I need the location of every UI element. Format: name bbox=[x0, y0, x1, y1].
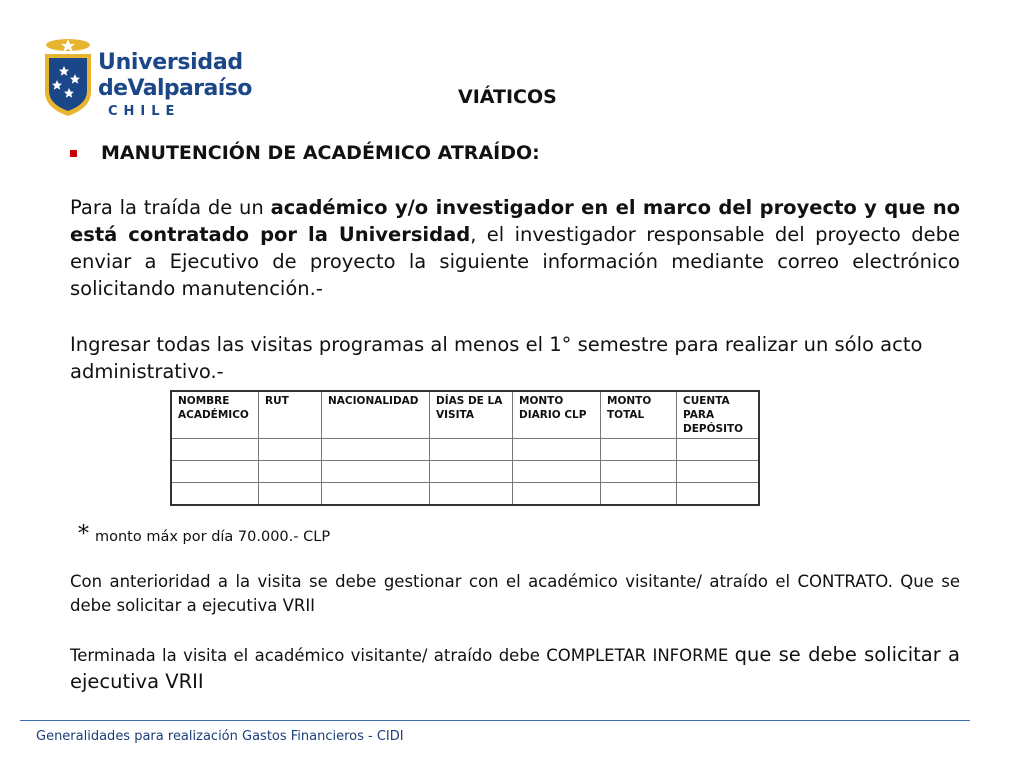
university-logo bbox=[42, 36, 252, 128]
header-rut: RUT bbox=[259, 391, 322, 439]
table-cell bbox=[677, 461, 760, 483]
max-amount-note bbox=[78, 522, 330, 547]
table-cell bbox=[322, 461, 430, 483]
section-heading-text: MANUTENCIÓN DE ACADÉMICO ATRAÍDO: bbox=[101, 142, 540, 164]
table-cell bbox=[259, 483, 322, 506]
table-cell bbox=[259, 461, 322, 483]
table-cell bbox=[513, 439, 601, 461]
table-cell bbox=[430, 483, 513, 506]
header-monto-diario: MONTO DIARIO CLP bbox=[513, 391, 601, 439]
star-shield-icon bbox=[42, 36, 94, 118]
table-cell bbox=[601, 483, 677, 506]
note-text: monto máx por día 70.000.- CLP bbox=[95, 529, 331, 545]
table-cell bbox=[171, 461, 259, 483]
table-cell bbox=[430, 461, 513, 483]
header-nacionalidad: NACIONALIDAD bbox=[322, 391, 430, 439]
header-monto-total: MONTO TOTAL bbox=[601, 391, 677, 439]
logo-wordmark bbox=[98, 50, 252, 119]
asterisk-mark: * bbox=[78, 522, 89, 547]
para4-text-b: que se debe solicitar a ejecutiva VRII bbox=[70, 643, 961, 693]
para1-text-a: Para la traída de un bbox=[70, 196, 271, 219]
para1-text-b: , el investigador responsable del proyecto debe enviar a Ejecutivo de proyecto la siguiente información mediante correo electrónico solicitando manutención.- bbox=[70, 223, 960, 300]
para4-text-a: Terminada la visita el académico visitante/ atraído debe COMPLETAR INFORME bbox=[70, 646, 735, 665]
para1-bold: académico y/o investigador en el marco del proyecto y que no está contratado por la Universidad bbox=[70, 196, 960, 246]
paragraph-intro bbox=[70, 194, 960, 302]
visits-table bbox=[170, 390, 760, 506]
header-dias: DÍAS DE LA VISITA bbox=[430, 391, 513, 439]
square-bullet-icon bbox=[70, 150, 77, 157]
page-title: VIÁTICOS bbox=[458, 86, 557, 108]
table-cell bbox=[259, 439, 322, 461]
paragraph-contract: Con anterioridad a la visita se debe gestionar con el académico visitante/ atraído el CONTRATO. Que se debe solicitar a ejecutiva VRII bbox=[70, 572, 960, 615]
table-cell bbox=[601, 439, 677, 461]
table-cell bbox=[513, 461, 601, 483]
table-cell bbox=[171, 439, 259, 461]
table-row bbox=[171, 483, 759, 506]
header-cuenta: CUENTA PARA DEPÓSITO bbox=[677, 391, 760, 439]
table-cell bbox=[677, 483, 760, 506]
logo-line-chile: CHILE bbox=[108, 104, 181, 119]
table-cell bbox=[322, 483, 430, 506]
table-cell bbox=[513, 483, 601, 506]
table-cell bbox=[322, 439, 430, 461]
table-header-row bbox=[171, 391, 759, 439]
table-cell bbox=[677, 439, 760, 461]
paragraph-visits: Ingresar todas las visitas programas al menos el 1° semestre para realizar un sólo acto administrativo.- bbox=[70, 333, 923, 383]
paragraph-report bbox=[70, 642, 960, 696]
table-cell bbox=[171, 483, 259, 506]
table-row bbox=[171, 461, 759, 483]
table-cell bbox=[430, 439, 513, 461]
footer-text: Generalidades para realización Gastos Financieros - CIDI bbox=[36, 729, 404, 744]
logo-line-valparaiso: deValparaíso bbox=[98, 76, 252, 101]
section-heading bbox=[70, 142, 540, 164]
footer-divider bbox=[20, 720, 970, 721]
table-row bbox=[171, 439, 759, 461]
logo-line-universidad: Universidad bbox=[98, 50, 243, 75]
header-nombre: NOMBRE ACADÉMICO bbox=[171, 391, 259, 439]
table-cell bbox=[601, 461, 677, 483]
